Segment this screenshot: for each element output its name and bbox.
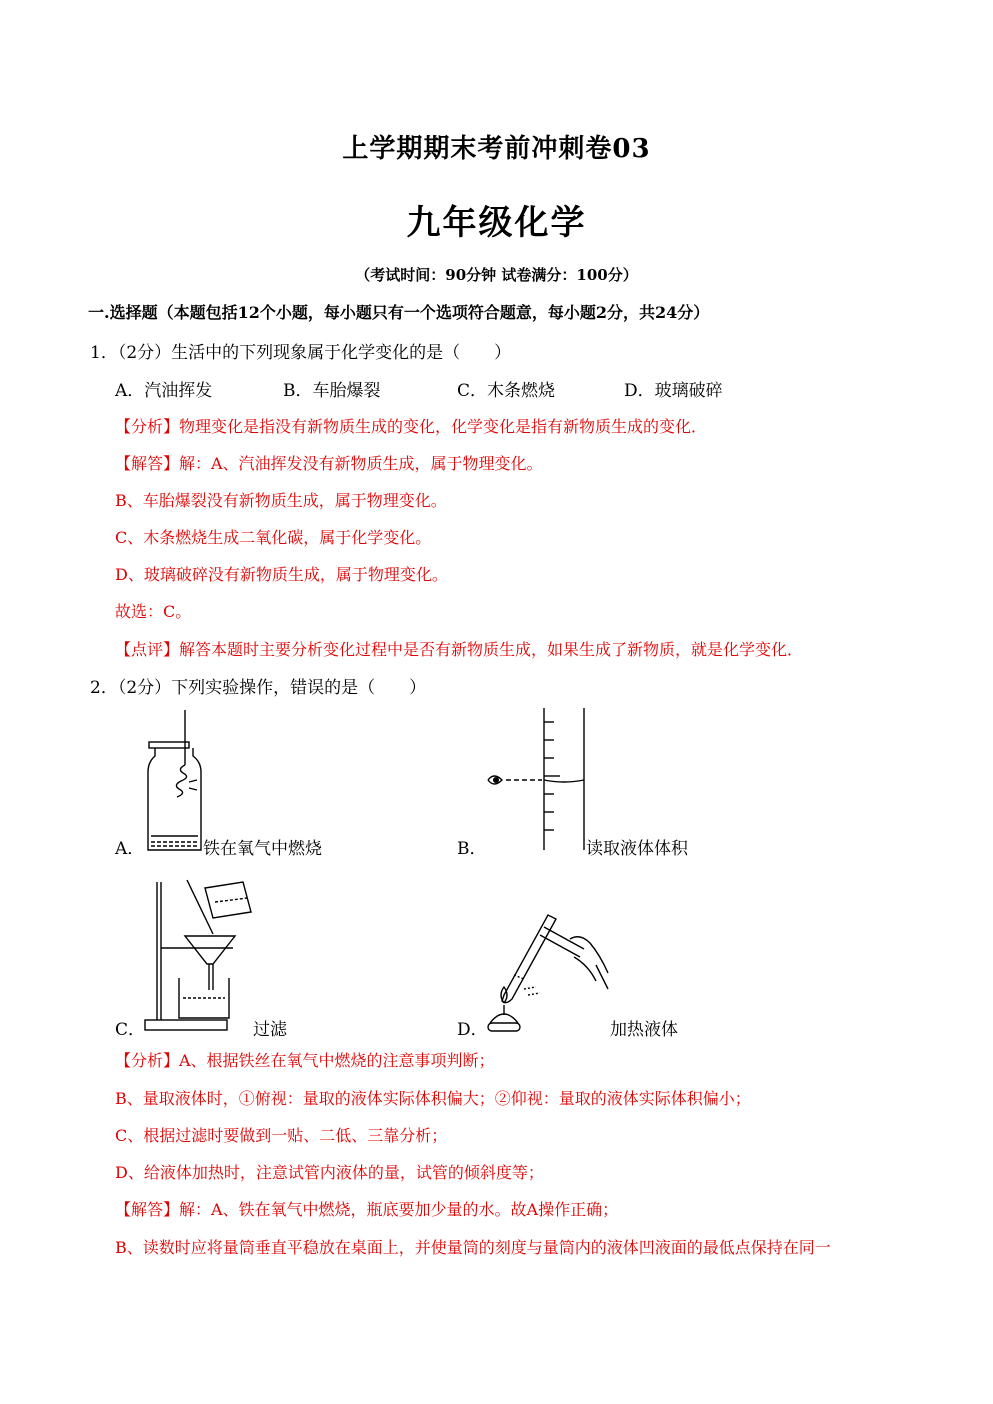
q2-answer-line: B、读数时应将量筒垂直平稳放在桌面上，并使量筒的刻度与量筒内的液体凹液面的最低点保持在同一 (115, 1238, 831, 1257)
q1-option-b: B．车胎爆裂 (283, 381, 381, 401)
q2-figure-a-caption: 铁在氧气中燃烧 (203, 839, 322, 859)
paper-title: 上学期期末考前冲刺卷03 (342, 134, 651, 164)
q2-analysis-line: B、量取液体时，①俯视：量取的液体实际体积偏大；②仰视：量取的液体实际体积偏小； (115, 1089, 751, 1108)
q1-option-c: C．木条燃烧 (457, 381, 556, 401)
q2-analysis-line: 【分析】A、根据铁丝在氧气中燃烧的注意事项判断； (115, 1051, 495, 1070)
figure-a-iron-burning (145, 710, 205, 852)
figure-d-heating-liquid (484, 905, 614, 1035)
q2-figure-c-caption: 过滤 (253, 1020, 287, 1040)
figure-b-graduated-cylinder (484, 708, 590, 853)
q1-answer-choice: 故选：C。 (115, 602, 192, 621)
q1-answer-line: D、玻璃破碎没有新物质生成，属于物理变化。 (115, 565, 448, 584)
q2-analysis-line: D、给液体加热时，注意试管内液体的量，试管的倾斜度等； (115, 1163, 544, 1182)
q2-answer-line: 【解答】解：A、铁在氧气中燃烧，瓶底要加少量的水。故A操作正确； (115, 1200, 619, 1219)
q2-analysis-line: C、根据过滤时要做到一贴、二低、三靠分析； (115, 1126, 448, 1145)
subject-title: 九年级化学 (406, 203, 587, 243)
q1-option-a: A．汽油挥发 (115, 381, 213, 401)
q2-figure-b-caption: 读取液体体积 (586, 839, 688, 859)
q2-figure-d-letter: D． (457, 1020, 488, 1040)
q2-figure-d-caption: 加热液体 (610, 1020, 678, 1040)
q1-answer-line: B、车胎爆裂没有新物质生成，属于物理变化。 (115, 491, 447, 510)
q1-answer-line: 【解答】解：A、汽油挥发没有新物质生成，属于物理变化。 (115, 454, 543, 473)
question-1-stem: 1．（2分）生活中的下列现象属于化学变化的是（ ） (90, 343, 512, 363)
section-heading: 一.选择题（本题包括12个小题，每小题只有一个选项符合题意，每小题2分，共24分） (88, 303, 710, 322)
figure-c-filtration (143, 878, 255, 1033)
q1-option-d: D．玻璃破碎 (624, 381, 723, 401)
exam-info: （考试时间：90分钟 试卷满分：100分） (355, 266, 638, 284)
q2-figure-c-letter: C． (115, 1020, 146, 1040)
q2-figure-a-letter: A． (115, 839, 145, 859)
q1-comment: 【点评】解答本题时主要分析变化过程中是否有新物质生成，如果生成了新物质，就是化学变化． (115, 640, 804, 659)
question-2-stem: 2．（2分）下列实验操作，错误的是（ ） (90, 678, 427, 698)
q1-analysis: 【分析】物理变化是指没有新物质生成的变化，化学变化是指有新物质生成的变化． (115, 417, 708, 436)
q2-figure-b-letter: B． (457, 839, 487, 859)
q1-answer-line: C、木条燃烧生成二氧化碳，属于化学变化。 (115, 528, 432, 547)
